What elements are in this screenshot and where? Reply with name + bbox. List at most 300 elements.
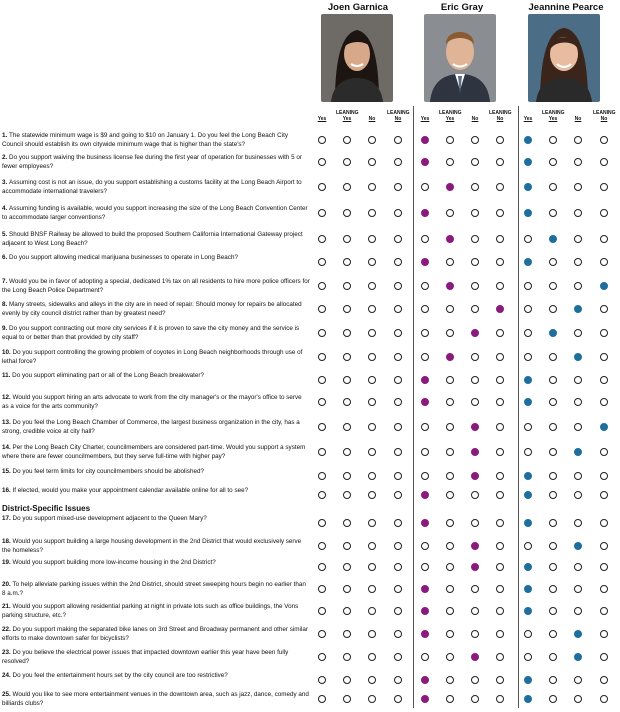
answer-dot (318, 585, 326, 593)
answer-dot (446, 519, 454, 527)
answer-dot (394, 695, 402, 703)
answer-dot (421, 282, 429, 290)
question-number: 4. (2, 205, 10, 212)
answer-dot (574, 305, 582, 313)
candidate-name-gray: Eric Gray (440, 2, 484, 13)
question-text: Do you support mixed-use development adjacent to the Queen Mary? (12, 515, 207, 522)
answer-dot (574, 630, 582, 638)
answer-dot (318, 376, 326, 384)
answer-dot (343, 585, 351, 593)
answer-dot (421, 235, 429, 243)
answer-dot (446, 305, 454, 313)
answer-dot (524, 630, 532, 638)
question-text: Would you support allowing residential parking at night in private lots such as office buildings, the Vons parking structure, etc.? (2, 603, 299, 619)
answer-dot (318, 676, 326, 684)
question-text: Should BNSF Railway be allowed to build the proposed Southern California International Gateway project adjacent to West Long Beach? (2, 231, 303, 247)
question-15 (2, 468, 310, 477)
answer-dot (368, 653, 376, 661)
answer-dot (446, 423, 454, 431)
answer-dot (343, 376, 351, 384)
answer-dot (574, 209, 582, 217)
question-number: 7. (2, 278, 10, 285)
answer-dot (496, 329, 504, 337)
answer-dot (394, 282, 402, 290)
answer-dot (394, 136, 402, 144)
answer-dot (343, 695, 351, 703)
answer-dot (368, 472, 376, 480)
answer-dot (496, 519, 504, 527)
answer-dot (318, 607, 326, 615)
header-yes: Yes (317, 116, 327, 122)
answer-dot (574, 676, 582, 684)
answer-dot (496, 491, 504, 499)
answer-dot (318, 305, 326, 313)
answer-dot (394, 235, 402, 243)
answer-dot (496, 448, 504, 456)
answer-dot (368, 353, 376, 361)
question-number: 22. (2, 626, 13, 633)
answer-dot (471, 305, 479, 313)
answer-dot (421, 423, 429, 431)
candidate-photo-pearce (528, 14, 600, 102)
answer-dot (394, 448, 402, 456)
answer-dot (471, 183, 479, 191)
answer-dot (524, 305, 532, 313)
answer-dot (524, 376, 532, 384)
answer-dot (368, 519, 376, 527)
answer-dot (524, 329, 532, 337)
answer-dot (549, 423, 557, 431)
answer-dot (524, 695, 532, 703)
question-number: 5. (2, 231, 10, 238)
answer-dot (394, 653, 402, 661)
question-text: Do you support waiving the business license fee during the first year of operation for businesses with 5 or fewer employees? (2, 154, 302, 170)
question-number: 2. (2, 154, 10, 161)
answer-dot (368, 305, 376, 313)
answer-dot (524, 353, 532, 361)
answer-dot (343, 542, 351, 550)
answer-dot (368, 136, 376, 144)
answer-dot (421, 653, 429, 661)
question-10 (2, 349, 310, 366)
answer-dot (471, 398, 479, 406)
answer-dot (524, 519, 532, 527)
answer-dot (343, 448, 351, 456)
question-text: Would you support hiring an arts advocate to work from the city manager's or the mayor's office to serve as a voice for the arts community? (2, 394, 302, 410)
answer-dot (549, 472, 557, 480)
column-divider (413, 106, 414, 708)
question-number: 17. (2, 515, 13, 522)
answer-dot (574, 695, 582, 703)
answer-dot (496, 183, 504, 191)
answer-dot (446, 282, 454, 290)
answer-dot (446, 183, 454, 191)
answer-dot (318, 258, 326, 266)
candidate-name-garnica: Joen Garnica (327, 2, 389, 13)
answer-dot (343, 158, 351, 166)
question-7 (2, 278, 310, 295)
answer-dot (524, 653, 532, 661)
answer-dot (600, 491, 608, 499)
answer-dot (421, 258, 429, 266)
question-number: 16. (2, 487, 13, 494)
answer-dot (343, 258, 351, 266)
question-text: Do you support controlling the growing problem of coyotes in Long Beach neighborhoods through use of lethal force? (2, 349, 303, 365)
answer-dot (600, 472, 608, 480)
answer-dot (368, 183, 376, 191)
answer-dot (471, 158, 479, 166)
answer-dot (549, 563, 557, 571)
question-text: Per the Long Beach City Charter, councilmembers are considered part-time. Would you support a system where there are fewer councilmembers, but they serve full-time with higher pay? (2, 444, 306, 460)
answer-dot (394, 258, 402, 266)
header-leaning-yes: LEANING Yes (336, 110, 359, 122)
answer-dot (446, 448, 454, 456)
answer-dot (394, 585, 402, 593)
answer-dot (421, 695, 429, 703)
answer-dot (524, 258, 532, 266)
question-number: 10. (2, 349, 13, 356)
answer-dot (343, 353, 351, 361)
answer-dot (368, 258, 376, 266)
question-text: Do you feel the Long Beach Chamber of Commerce, the largest business organization in the city, has a strong, credible voice at city hall? (2, 419, 300, 435)
answer-dot (446, 258, 454, 266)
answer-dot (549, 209, 557, 217)
answer-dot (318, 136, 326, 144)
answer-dot (549, 183, 557, 191)
answer-dot (471, 376, 479, 384)
answer-dot (421, 542, 429, 550)
question-16 (2, 487, 310, 496)
answer-dot (368, 563, 376, 571)
header-no: No (574, 116, 582, 122)
answer-dot (446, 542, 454, 550)
answer-dot (574, 585, 582, 593)
header-leaning-yes: LEANING Yes (542, 110, 565, 122)
answer-dot (343, 630, 351, 638)
answer-dot (446, 676, 454, 684)
question-text: The statewide minimum wage is $9 and going to $10 on January 1. Do you feel the Long Beach City Council should establish its own citywide minimum wage that is higher than the state's? (2, 132, 288, 148)
answer-dot (446, 353, 454, 361)
answer-dot (600, 305, 608, 313)
answer-dot (421, 305, 429, 313)
answer-dot (496, 353, 504, 361)
answer-dot (368, 329, 376, 337)
question-22 (2, 626, 310, 643)
answer-dot (446, 607, 454, 615)
answer-dot (549, 630, 557, 638)
answer-dot (574, 563, 582, 571)
question-number: 13. (2, 419, 13, 426)
question-number: 14. (2, 444, 13, 451)
answer-dot (600, 282, 608, 290)
answer-dot (471, 235, 479, 243)
answer-dot (394, 158, 402, 166)
answer-dot (394, 353, 402, 361)
question-3 (2, 179, 310, 196)
answer-dot (549, 258, 557, 266)
answer-dot (368, 235, 376, 243)
question-1 (2, 132, 310, 149)
answer-dot (496, 282, 504, 290)
answer-dot (524, 563, 532, 571)
answer-dot (318, 653, 326, 661)
answer-dot (471, 209, 479, 217)
answer-dot (600, 158, 608, 166)
answer-dot (421, 585, 429, 593)
question-5 (2, 231, 310, 248)
answer-dot (446, 376, 454, 384)
answer-dot (549, 376, 557, 384)
answer-dot (394, 676, 402, 684)
question-2 (2, 154, 310, 171)
answer-dot (600, 542, 608, 550)
answer-dot (394, 376, 402, 384)
answer-dot (368, 585, 376, 593)
answer-dot (368, 676, 376, 684)
answer-dot (496, 423, 504, 431)
answer-dot (471, 563, 479, 571)
answer-dot (600, 329, 608, 337)
answer-dot (600, 353, 608, 361)
question-4 (2, 205, 310, 222)
answer-dot (524, 235, 532, 243)
answer-dot (421, 519, 429, 527)
question-number: 18. (2, 538, 13, 545)
answer-dot (496, 209, 504, 217)
column-divider (518, 106, 519, 708)
header-no: No (368, 116, 376, 122)
question-text: Would you support building a large housing development in the 2nd District that would exclusively serve the homeless? (2, 538, 302, 554)
question-number: 1. (2, 132, 10, 139)
answer-dot (549, 695, 557, 703)
answer-dot (549, 653, 557, 661)
question-8 (2, 301, 310, 318)
answer-dot (524, 282, 532, 290)
answer-dot (394, 542, 402, 550)
question-number: 23. (2, 649, 13, 656)
answer-dot (600, 398, 608, 406)
answer-dot (600, 209, 608, 217)
answer-dot (394, 423, 402, 431)
answer-dot (446, 209, 454, 217)
answer-dot (574, 398, 582, 406)
answer-dot (549, 448, 557, 456)
answer-dot (549, 519, 557, 527)
header-leaning-yes: LEANING Yes (439, 110, 462, 122)
question-text: Assuming funding is available, would you support increasing the size of the Long Beach Convention Center to accommodate larger conventions? (2, 205, 308, 221)
answer-dot (549, 158, 557, 166)
question-number: 6. (2, 254, 10, 261)
answer-dot (394, 630, 402, 638)
answer-dot (600, 136, 608, 144)
question-text: To help alleviate parking issues within the 2nd District, should street sweeping hours begin no earlier than 8 a.m.? (2, 581, 306, 597)
question-13 (2, 419, 310, 436)
answer-dot (343, 423, 351, 431)
answer-dot (471, 423, 479, 431)
answer-dot (368, 282, 376, 290)
answer-dot (524, 542, 532, 550)
question-text: Do you support eliminating part or all of the Long Beach breakwater? (12, 372, 204, 379)
answer-dot (574, 376, 582, 384)
header-leaning-no: LEANING No (593, 110, 616, 122)
answer-dot (343, 305, 351, 313)
answer-dot (496, 585, 504, 593)
answer-dot (549, 491, 557, 499)
answer-dot (496, 235, 504, 243)
answer-dot (343, 235, 351, 243)
answer-dot (471, 448, 479, 456)
answer-dot (471, 329, 479, 337)
answer-dot (574, 607, 582, 615)
answer-dot (471, 653, 479, 661)
header-yes: Yes (420, 116, 430, 122)
question-text: Do you support making the separated bike lanes on 3rd Street and Broadway permanent and other similar efforts to make downtown safer for bicyclists? (2, 626, 308, 642)
answer-dot (421, 472, 429, 480)
question-9 (2, 325, 310, 342)
answer-dot (318, 448, 326, 456)
answer-dot (318, 472, 326, 480)
answer-dot (574, 136, 582, 144)
answer-dot (446, 235, 454, 243)
answer-dot (421, 563, 429, 571)
answer-dot (549, 398, 557, 406)
question-24 (2, 672, 310, 681)
answer-dot (394, 563, 402, 571)
answer-dot (368, 695, 376, 703)
answer-dot (600, 258, 608, 266)
question-text: Would you be in favor of adopting a special, dedicated 1% tax on all residents to hire more police officers for the Long Beach Police Department? (2, 278, 310, 294)
answer-dot (421, 630, 429, 638)
answer-dot (524, 209, 532, 217)
answer-dot (600, 235, 608, 243)
question-12 (2, 394, 310, 411)
question-number: 21. (2, 603, 13, 610)
answer-dot (318, 353, 326, 361)
answer-dot (318, 563, 326, 571)
answer-dot (343, 676, 351, 684)
answer-dot (318, 329, 326, 337)
answer-dot (446, 630, 454, 638)
answer-dot (496, 305, 504, 313)
answer-dot (549, 585, 557, 593)
answer-dot (343, 491, 351, 499)
answer-dot (471, 258, 479, 266)
answer-dot (394, 491, 402, 499)
answer-dot (471, 472, 479, 480)
answer-dot (368, 607, 376, 615)
answer-dot (446, 695, 454, 703)
answer-dot (343, 183, 351, 191)
answer-dot (471, 519, 479, 527)
question-number: 11. (2, 372, 13, 379)
header-no: No (471, 116, 479, 122)
question-text: Would you like to see more entertainment venues in the downtown area, such as jazz, dance, comedy and billiards clubs? (2, 691, 309, 707)
candidate-photo-gray (424, 14, 496, 102)
answer-dot (446, 398, 454, 406)
answer-dot (574, 183, 582, 191)
answer-dot (471, 607, 479, 615)
question-number: 8. (2, 301, 10, 308)
question-number: 20. (2, 581, 13, 588)
answer-dot (343, 282, 351, 290)
answer-dot (421, 398, 429, 406)
answer-dot (471, 136, 479, 144)
answer-dot (394, 472, 402, 480)
answer-dot (574, 448, 582, 456)
answer-dot (343, 209, 351, 217)
answer-dot (421, 158, 429, 166)
answer-dot (549, 305, 557, 313)
answer-dot (368, 448, 376, 456)
answer-dot (446, 563, 454, 571)
answer-dot (549, 235, 557, 243)
answer-dot (471, 630, 479, 638)
candidate-name-pearce: Jeannine Pearce (528, 2, 604, 13)
answer-dot (471, 353, 479, 361)
question-text: Many streets, sidewalks and alleys in the city are in need of repair. Should money for repairs be allocated evenly by city council district rather than by greatest need? (2, 301, 302, 317)
answer-dot (368, 376, 376, 384)
answer-dot (600, 676, 608, 684)
answer-dot (368, 398, 376, 406)
answer-dot (343, 136, 351, 144)
answer-dot (524, 472, 532, 480)
question-11 (2, 372, 310, 381)
answer-dot (394, 398, 402, 406)
answer-dot (600, 183, 608, 191)
answer-dot (318, 158, 326, 166)
answer-dot (574, 353, 582, 361)
answer-dot (318, 695, 326, 703)
answer-dot (446, 158, 454, 166)
answer-dot (368, 630, 376, 638)
answer-dot (471, 585, 479, 593)
question-23 (2, 649, 310, 666)
answer-dot (318, 423, 326, 431)
answer-dot (496, 158, 504, 166)
answer-dot (446, 653, 454, 661)
answer-dot (394, 519, 402, 527)
answer-dot (318, 183, 326, 191)
answer-dot (496, 563, 504, 571)
answer-dot (368, 423, 376, 431)
answer-dot (421, 607, 429, 615)
question-number: 3. (2, 179, 10, 186)
answer-dot (394, 183, 402, 191)
answer-dot (549, 353, 557, 361)
answer-dot (524, 423, 532, 431)
answer-dot (471, 282, 479, 290)
header-leaning-no: LEANING No (489, 110, 512, 122)
answer-dot (446, 585, 454, 593)
answer-dot (446, 491, 454, 499)
answer-dot (524, 448, 532, 456)
question-number: 25. (2, 691, 13, 698)
answer-dot (496, 398, 504, 406)
answer-dot (524, 136, 532, 144)
answer-dot (549, 676, 557, 684)
answer-dot (549, 542, 557, 550)
answer-dot (496, 258, 504, 266)
answer-dot (600, 376, 608, 384)
question-number: 15. (2, 468, 13, 475)
answer-dot (368, 491, 376, 499)
answer-dot (496, 676, 504, 684)
answer-dot (496, 376, 504, 384)
answer-dot (524, 607, 532, 615)
answer-dot (318, 519, 326, 527)
answer-dot (574, 282, 582, 290)
answer-dot (600, 653, 608, 661)
